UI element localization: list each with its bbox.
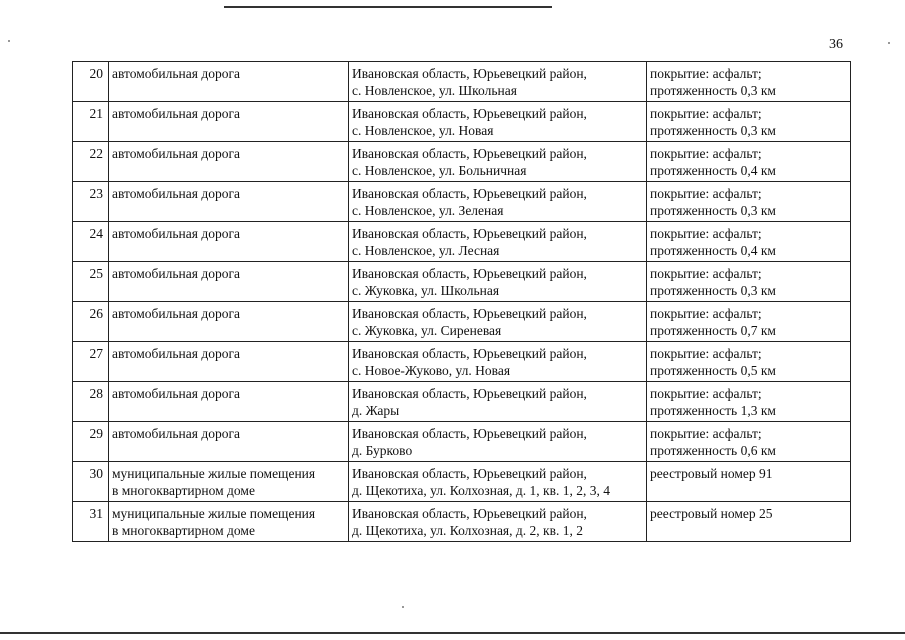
property-registry-table (72, 61, 851, 542)
object-name: автомобильная дорога (109, 182, 349, 222)
table-row (73, 262, 851, 302)
row-number: 25 (73, 262, 109, 302)
row-number: 27 (73, 342, 109, 382)
object-characteristics: покрытие: асфальт; протяженность 0,3 км (647, 262, 851, 302)
row-number: 20 (73, 62, 109, 102)
table-body (73, 62, 851, 542)
table-row (73, 462, 851, 502)
object-name: автомобильная дорога (109, 262, 349, 302)
table-row (73, 222, 851, 262)
object-characteristics: реестровый номер 91 (647, 462, 851, 502)
object-characteristics: покрытие: асфальт; протяженность 0,4 км (647, 142, 851, 182)
table-row (73, 102, 851, 142)
scan-speck (8, 40, 10, 42)
scan-bottom-rule (0, 632, 905, 634)
object-address: Ивановская область, Юрьевецкий район, д. Бурково (349, 422, 647, 462)
object-name: автомобильная дорога (109, 342, 349, 382)
row-number: 28 (73, 382, 109, 422)
object-address: Ивановская область, Юрьевецкий район, с. Новленское, ул. Школьная (349, 62, 647, 102)
object-characteristics: покрытие: асфальт; протяженность 0,3 км (647, 182, 851, 222)
object-name: автомобильная дорога (109, 142, 349, 182)
object-characteristics: покрытие: асфальт; протяженность 0,7 км (647, 302, 851, 342)
table-row (73, 62, 851, 102)
scan-speck (402, 606, 404, 608)
object-address: Ивановская область, Юрьевецкий район, с. Жуковка, ул. Школьная (349, 262, 647, 302)
object-characteristics: покрытие: асфальт; протяженность 0,6 км (647, 422, 851, 462)
table-row (73, 342, 851, 382)
table-row (73, 302, 851, 342)
table-row (73, 142, 851, 182)
row-number: 24 (73, 222, 109, 262)
page-number: 36 (829, 37, 843, 52)
table-row (73, 502, 851, 542)
object-characteristics: покрытие: асфальт; протяженность 0,3 км (647, 62, 851, 102)
object-address: Ивановская область, Юрьевецкий район, с. Новое-Жуково, ул. Новая (349, 342, 647, 382)
object-address: Ивановская область, Юрьевецкий район, с. Новленское, ул. Больничная (349, 142, 647, 182)
row-number: 29 (73, 422, 109, 462)
row-number: 31 (73, 502, 109, 542)
row-number: 23 (73, 182, 109, 222)
object-name: автомобильная дорога (109, 382, 349, 422)
table-row (73, 422, 851, 462)
object-address: Ивановская область, Юрьевецкий район, с. Новленское, ул. Зеленая (349, 182, 647, 222)
object-characteristics: реестровый номер 25 (647, 502, 851, 542)
object-name: муниципальные жилые помещения в многоквартирном доме (109, 502, 349, 542)
object-characteristics: покрытие: асфальт; протяженность 0,4 км (647, 222, 851, 262)
table-row (73, 182, 851, 222)
object-address: Ивановская область, Юрьевецкий район, д. Щекотиха, ул. Колхозная, д. 1, кв. 1, 2, 3, 4 (349, 462, 647, 502)
table-row (73, 382, 851, 422)
object-characteristics: покрытие: асфальт; протяженность 0,5 км (647, 342, 851, 382)
object-address: Ивановская область, Юрьевецкий район, д. Щекотиха, ул. Колхозная, д. 2, кв. 1, 2 (349, 502, 647, 542)
object-address: Ивановская область, Юрьевецкий район, с. Жуковка, ул. Сиреневая (349, 302, 647, 342)
scan-top-rule (224, 6, 552, 8)
row-number: 22 (73, 142, 109, 182)
object-name: муниципальные жилые помещения в многоквартирном доме (109, 462, 349, 502)
object-address: Ивановская область, Юрьевецкий район, с. Новленское, ул. Лесная (349, 222, 647, 262)
object-address: Ивановская область, Юрьевецкий район, д. Жары (349, 382, 647, 422)
object-characteristics: покрытие: асфальт; протяженность 1,3 км (647, 382, 851, 422)
object-characteristics: покрытие: асфальт; протяженность 0,3 км (647, 102, 851, 142)
row-number: 30 (73, 462, 109, 502)
scan-speck (888, 42, 890, 44)
object-name: автомобильная дорога (109, 102, 349, 142)
row-number: 26 (73, 302, 109, 342)
object-address: Ивановская область, Юрьевецкий район, с. Новленское, ул. Новая (349, 102, 647, 142)
row-number: 21 (73, 102, 109, 142)
object-name: автомобильная дорога (109, 302, 349, 342)
object-name: автомобильная дорога (109, 222, 349, 262)
object-name: автомобильная дорога (109, 62, 349, 102)
object-name: автомобильная дорога (109, 422, 349, 462)
